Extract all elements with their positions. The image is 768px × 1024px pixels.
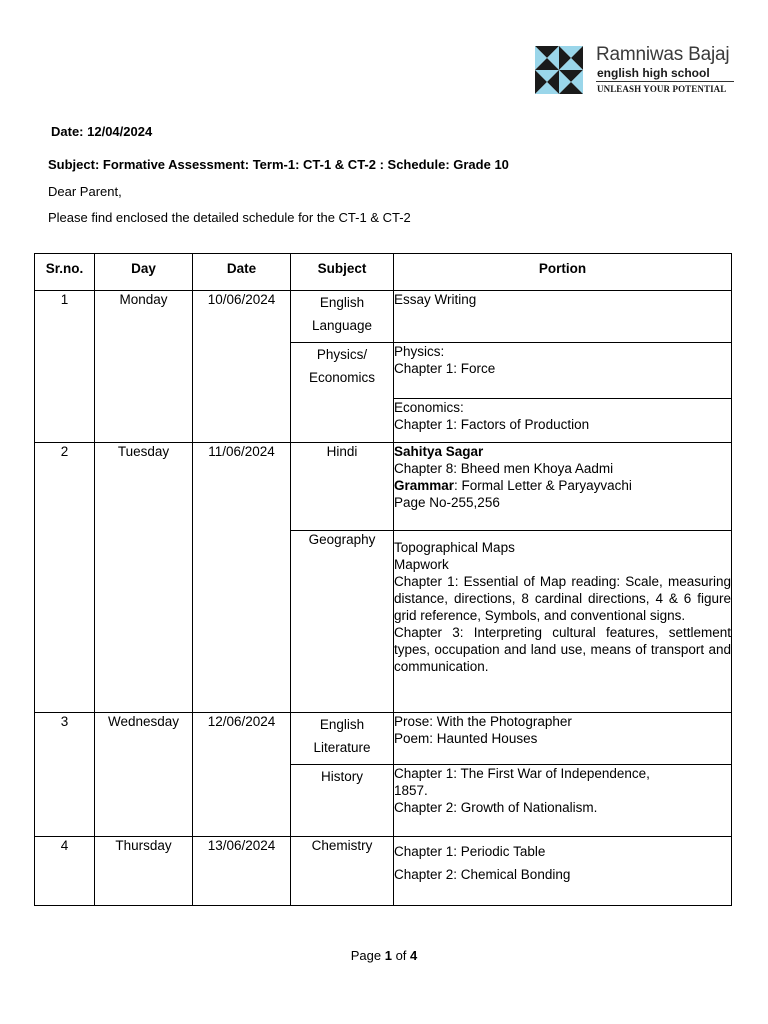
school-logo [535,44,740,96]
table-row [35,443,732,531]
portion-line: Chapter 2: Growth of Nationalism. [394,800,598,815]
header-sr: Sr.no. [35,254,95,291]
portion-line: Mapwork [394,557,449,572]
cell-day: Tuesday [95,443,193,713]
portion-line: Chapter 1: Factors of Production [394,417,590,432]
subject-line: Literature [313,740,371,755]
letter-greeting: Dear Parent, [48,184,122,199]
cell-date: 13/06/2024 [193,837,291,906]
letter-intro: Please find enclosed the detailed schedule for the CT-1 & CT-2 [48,210,411,225]
subject-line: Physics/ [316,347,368,362]
portion-line: Chapter 2: Chemical Bonding [394,867,571,882]
cell-subject: Geography [291,531,394,713]
portion-line: Topographical Maps [394,540,515,555]
portion-line: Chapter 3: Interpreting cultural features, settlement types, occupation and land use, means of transport and communication. [394,625,731,674]
portion-line: 1857. [394,783,428,798]
logo-tagline: UNLEASH YOUR POTENTIAL [597,84,727,94]
cell-portion [394,713,732,765]
cell-date: 10/06/2024 [193,291,291,443]
cell-subject [291,343,394,443]
table-row [35,291,732,343]
logo-school-name: Ramniwas Bajaj [596,44,730,65]
portion-line: Essay Writing [394,292,477,307]
portion-line: Chapter 1: Periodic Table [394,844,546,859]
letter-date: Date: 12/04/2024 [51,124,153,139]
grammar-label: Grammar [394,478,455,493]
cell-portion [394,291,732,343]
subject-line: Economics [308,370,376,385]
footer-page-label: Page [350,948,382,963]
cell-subject: Hindi [291,443,394,531]
portion-line: Page No-255,256 [394,495,500,510]
logo-divider [596,81,734,82]
portion-line: Poem: Haunted Houses [394,731,538,746]
portion-line: Chapter 1: Essential of Map reading: Scale, measuring distance, directions, 8 cardinal directions, 4 & 6 figure grid reference, Symbols, and conventional signs. [394,574,731,623]
cell-portion [394,765,732,837]
cell-sr: 4 [35,837,95,906]
portion-line: Physics: [394,344,445,359]
cell-date: 12/06/2024 [193,713,291,837]
portion-line: Chapter 1: Force [394,361,496,376]
cell-subject [291,713,394,765]
subject-line: English [319,717,365,732]
subject-line: Language [311,318,373,333]
footer-of-label: of [395,948,407,963]
header-subject: Subject [291,254,394,291]
portion-line: Economics: [394,400,464,415]
cell-subject: Chemistry [291,837,394,906]
cell-sr: 3 [35,713,95,837]
table-row [35,713,732,765]
cell-portion [394,443,732,531]
header-portion: Portion [394,254,732,291]
cell-day: Monday [95,291,193,443]
subject-line: English [319,295,365,310]
cell-subject [291,291,394,343]
schedule-table [34,253,732,906]
footer-current-page: 1 [384,948,392,963]
header-date: Date [193,254,291,291]
cell-portion [394,837,732,906]
portion-title: Sahitya Sagar [394,444,484,459]
cell-portion [394,343,732,399]
table-header-row [35,254,732,291]
cell-portion [394,531,732,713]
cell-day: Wednesday [95,713,193,837]
grammar-text: : Formal Letter & Paryayvachi [454,478,632,493]
portion-line: Chapter 8: Bheed men Khoya Aadmi [394,461,614,476]
table-row [35,837,732,906]
portion-line: Prose: With the Photographer [394,714,572,729]
cell-sr: 2 [35,443,95,713]
footer-total-pages: 4 [410,948,418,963]
cell-subject: History [291,765,394,837]
cell-date: 11/06/2024 [193,443,291,713]
portion-line: Chapter 1: The First War of Independence, [394,766,650,781]
school-emblem-icon [535,46,583,94]
logo-school-subname: english high school [597,66,710,80]
header-day: Day [95,254,193,291]
cell-sr: 1 [35,291,95,443]
cell-portion [394,399,732,443]
page-footer [0,948,768,963]
portion-line [394,477,731,494]
cell-day: Thursday [95,837,193,906]
letter-subject: Subject: Formative Assessment: Term-1: CT-1 & CT-2 : Schedule: Grade 10 [48,157,509,172]
